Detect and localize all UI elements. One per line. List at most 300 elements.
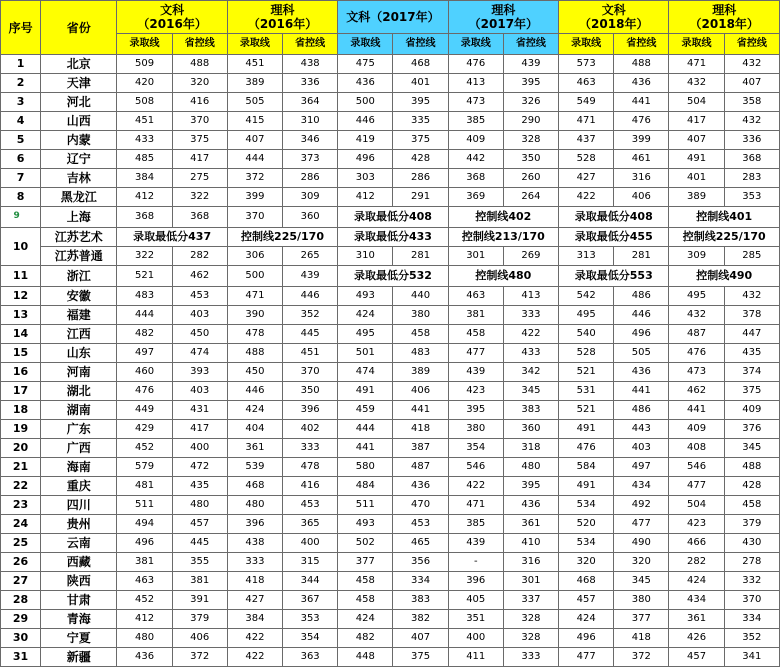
score-cell: 452 xyxy=(117,439,172,458)
score-cell: 316 xyxy=(503,553,558,572)
row-province: 吉林 xyxy=(41,169,117,188)
score-cell: 401 xyxy=(393,74,448,93)
score-cell: 521 xyxy=(559,363,614,382)
score-cell: 457 xyxy=(172,515,227,534)
score-cell: 492 xyxy=(614,496,669,515)
score-cell: 480 xyxy=(227,496,282,515)
score-cell: 335 xyxy=(393,112,448,131)
subheader-admit: 录取线 xyxy=(669,34,724,55)
score-cell: 389 xyxy=(227,74,282,93)
score-cell: 441 xyxy=(614,382,669,401)
score-cell: 484 xyxy=(338,477,393,496)
score-cell: 419 xyxy=(338,131,393,150)
score-cell: 439 xyxy=(283,266,338,287)
score-cell: 368 xyxy=(172,207,227,228)
header-science-2016: 理科 （2016年） xyxy=(227,1,337,34)
score-cell: 438 xyxy=(227,534,282,553)
score-cell: 352 xyxy=(283,306,338,325)
score-cell: 444 xyxy=(338,420,393,439)
table-row xyxy=(1,496,780,515)
table-row xyxy=(1,629,780,648)
row-seq: 21 xyxy=(1,458,41,477)
row-seq: 1 xyxy=(1,55,41,74)
score-cell: 328 xyxy=(503,629,558,648)
score-cell: 534 xyxy=(559,534,614,553)
score-cell: 446 xyxy=(338,112,393,131)
score-cell: 333 xyxy=(503,306,558,325)
table-row xyxy=(1,169,780,188)
row-seq: 12 xyxy=(1,287,41,306)
row-seq xyxy=(1,207,41,228)
score-cell: 460 xyxy=(117,363,172,382)
score-cell: 422 xyxy=(227,648,282,667)
score-cell: 509 xyxy=(117,55,172,74)
table-row xyxy=(1,112,780,131)
score-cell: 471 xyxy=(448,496,503,515)
score-cell: 301 xyxy=(448,247,503,266)
score-cell: 364 xyxy=(283,93,338,112)
score-cell: 491 xyxy=(338,382,393,401)
score-cell: 444 xyxy=(117,306,172,325)
score-cell: 542 xyxy=(559,287,614,306)
header-science-2018: 理科 （2018年） xyxy=(669,1,780,34)
score-cell: 361 xyxy=(503,515,558,534)
score-cell: 286 xyxy=(283,169,338,188)
score-cell: 316 xyxy=(614,169,669,188)
row-province: 江苏普通 xyxy=(41,247,117,266)
score-cell: 281 xyxy=(614,247,669,266)
row-seq: 14 xyxy=(1,325,41,344)
score-cell: 436 xyxy=(614,74,669,93)
score-cell: 450 xyxy=(172,325,227,344)
score-cell: 500 xyxy=(338,93,393,112)
row-province: 河南 xyxy=(41,363,117,382)
score-cell: 306 xyxy=(227,247,282,266)
score-cell: 412 xyxy=(117,188,172,207)
score-cell: 450 xyxy=(227,363,282,382)
score-cell: 260 xyxy=(503,169,558,188)
score-cell: 403 xyxy=(614,439,669,458)
score-cell: 370 xyxy=(283,363,338,382)
score-cell: 458 xyxy=(338,591,393,610)
score-cell: 579 xyxy=(117,458,172,477)
score-cell: 447 xyxy=(724,325,779,344)
score-cell: 377 xyxy=(338,553,393,572)
score-cell: 416 xyxy=(283,477,338,496)
row-seq: 16 xyxy=(1,363,41,382)
score-cell: 313 xyxy=(559,247,614,266)
row-seq: 30 xyxy=(1,629,41,648)
score-cell: 424 xyxy=(227,401,282,420)
row-province: 江西 xyxy=(41,325,117,344)
row-seq: 22 xyxy=(1,477,41,496)
subheader-control: 省控线 xyxy=(724,34,779,55)
score-cell: 446 xyxy=(283,287,338,306)
note-cell: 录取最低分433 xyxy=(338,228,448,247)
score-cell: 374 xyxy=(724,363,779,382)
score-cell: 315 xyxy=(283,553,338,572)
score-cell: 368 xyxy=(724,150,779,169)
score-cell: 521 xyxy=(559,401,614,420)
score-cell: 350 xyxy=(503,150,558,169)
score-cell: 468 xyxy=(393,55,448,74)
score-cell: 446 xyxy=(614,306,669,325)
score-cell: 375 xyxy=(393,648,448,667)
score-cell: 303 xyxy=(338,169,393,188)
score-cell: 383 xyxy=(503,401,558,420)
score-cell: 285 xyxy=(724,247,779,266)
score-cell: 342 xyxy=(503,363,558,382)
row-province: 江苏艺术 xyxy=(41,228,117,247)
score-cell: 407 xyxy=(393,629,448,648)
score-cell: 493 xyxy=(338,287,393,306)
subheader-control: 省控线 xyxy=(614,34,669,55)
score-cell: 352 xyxy=(724,629,779,648)
row-seq: 19 xyxy=(1,420,41,439)
score-cell: 361 xyxy=(669,610,724,629)
header-arts-2016: 文科 （2016年） xyxy=(117,1,227,34)
score-cell: 494 xyxy=(117,515,172,534)
row-province: 陕西 xyxy=(41,572,117,591)
score-cell: 333 xyxy=(227,553,282,572)
score-cell: 500 xyxy=(227,266,282,287)
score-cell: 281 xyxy=(393,247,448,266)
table-row xyxy=(1,420,780,439)
row-province: 广东 xyxy=(41,420,117,439)
score-cell: 422 xyxy=(227,629,282,648)
score-cell: 412 xyxy=(338,188,393,207)
score-cell: 584 xyxy=(559,458,614,477)
header-province: 省份 xyxy=(41,1,117,55)
score-cell: 504 xyxy=(669,93,724,112)
score-cell: 459 xyxy=(338,401,393,420)
score-cell: 376 xyxy=(724,420,779,439)
score-cell: 486 xyxy=(614,287,669,306)
score-cell: 320 xyxy=(614,553,669,572)
score-cell: 428 xyxy=(724,477,779,496)
score-cell: 409 xyxy=(669,420,724,439)
score-cell: 354 xyxy=(283,629,338,648)
score-cell: 528 xyxy=(559,344,614,363)
score-cell: 487 xyxy=(393,458,448,477)
score-cell: 334 xyxy=(724,610,779,629)
note-cell: 录取最低分408 xyxy=(559,207,669,228)
score-cell: 380 xyxy=(393,306,448,325)
score-cell: 441 xyxy=(614,93,669,112)
score-cell: 373 xyxy=(283,150,338,169)
table-row xyxy=(1,401,780,420)
score-cell: 380 xyxy=(614,591,669,610)
row-seq: 17 xyxy=(1,382,41,401)
score-cell: 531 xyxy=(559,382,614,401)
subheader-admit: 录取线 xyxy=(227,34,282,55)
row-seq: 7 xyxy=(1,169,41,188)
score-cell: 354 xyxy=(448,439,503,458)
score-cell: 488 xyxy=(724,458,779,477)
score-cell: 345 xyxy=(503,382,558,401)
score-cell: 436 xyxy=(393,477,448,496)
score-cell: 422 xyxy=(448,477,503,496)
score-cell: 413 xyxy=(503,287,558,306)
subheader-admit: 录取线 xyxy=(448,34,503,55)
score-cell: 481 xyxy=(117,477,172,496)
score-cell: 369 xyxy=(448,188,503,207)
score-cell: 463 xyxy=(448,287,503,306)
table-row xyxy=(1,477,780,496)
score-cell: 415 xyxy=(227,112,282,131)
row-province: 福建 xyxy=(41,306,117,325)
row-province: 山西 xyxy=(41,112,117,131)
score-cell: 458 xyxy=(393,325,448,344)
score-cell: 406 xyxy=(614,188,669,207)
score-cell: 367 xyxy=(283,591,338,610)
score-cell: 451 xyxy=(227,55,282,74)
header-science-2017: 理科 （2017年） xyxy=(448,1,558,34)
score-cell: 395 xyxy=(448,401,503,420)
table-row xyxy=(1,247,780,266)
score-cell: 406 xyxy=(172,629,227,648)
score-cell: 264 xyxy=(503,188,558,207)
score-cell: 358 xyxy=(724,93,779,112)
score-cell: 381 xyxy=(117,553,172,572)
score-cell: 458 xyxy=(448,325,503,344)
table-row xyxy=(1,382,780,401)
row-province: 湖南 xyxy=(41,401,117,420)
score-cell: 549 xyxy=(559,93,614,112)
score-cell: 400 xyxy=(283,534,338,553)
score-cell: 483 xyxy=(393,344,448,363)
score-cell: 482 xyxy=(338,629,393,648)
note-cell: 控制线401 xyxy=(669,207,780,228)
score-cell: 491 xyxy=(669,150,724,169)
score-cell: 372 xyxy=(227,169,282,188)
score-cell: 389 xyxy=(669,188,724,207)
row-seq: 15 xyxy=(1,344,41,363)
table-row xyxy=(1,344,780,363)
row-seq: 31 xyxy=(1,648,41,667)
score-cell: 439 xyxy=(448,534,503,553)
score-cell: 370 xyxy=(227,207,282,228)
row-seq: 11 xyxy=(1,266,41,287)
score-cell: 511 xyxy=(117,496,172,515)
score-cell: 377 xyxy=(614,610,669,629)
score-cell: 448 xyxy=(338,648,393,667)
score-cell: 491 xyxy=(559,420,614,439)
score-cell: 423 xyxy=(669,515,724,534)
score-cell: 436 xyxy=(503,496,558,515)
score-cell: 381 xyxy=(172,572,227,591)
row-seq: 4 xyxy=(1,112,41,131)
score-cell: 390 xyxy=(227,306,282,325)
score-cell: 496 xyxy=(338,150,393,169)
score-cell: 434 xyxy=(614,477,669,496)
score-cell: 334 xyxy=(393,572,448,591)
score-cell: 463 xyxy=(559,74,614,93)
score-cell: 520 xyxy=(559,515,614,534)
score-cell: 471 xyxy=(227,287,282,306)
score-cell: 474 xyxy=(338,363,393,382)
score-cell: 445 xyxy=(172,534,227,553)
row-province: 青海 xyxy=(41,610,117,629)
score-cell: 439 xyxy=(448,363,503,382)
score-cell: 496 xyxy=(117,534,172,553)
score-cell: 471 xyxy=(669,55,724,74)
score-cell: 444 xyxy=(227,150,282,169)
score-cell: 402 xyxy=(283,420,338,439)
row-seq: 28 xyxy=(1,591,41,610)
score-cell: 491 xyxy=(559,477,614,496)
table-row xyxy=(1,306,780,325)
score-cell: 439 xyxy=(503,55,558,74)
subheader-admit: 录取线 xyxy=(338,34,393,55)
score-cell: 434 xyxy=(669,591,724,610)
score-cell: 468 xyxy=(227,477,282,496)
score-cell: 457 xyxy=(559,591,614,610)
score-cell: 477 xyxy=(669,477,724,496)
score-cell: 461 xyxy=(614,150,669,169)
score-cell: 502 xyxy=(338,534,393,553)
score-cell: 471 xyxy=(559,112,614,131)
score-cell: 546 xyxy=(448,458,503,477)
note-cell: 录取最低分408 xyxy=(338,207,448,228)
row-province: 云南 xyxy=(41,534,117,553)
score-cell: 375 xyxy=(393,131,448,150)
score-cell: 457 xyxy=(669,648,724,667)
score-cell: 476 xyxy=(117,382,172,401)
score-cell: 278 xyxy=(724,553,779,572)
row-province: 西藏 xyxy=(41,553,117,572)
note-cell: 录取最低分532 xyxy=(338,266,448,287)
score-cell: 320 xyxy=(559,553,614,572)
score-cell: 372 xyxy=(614,648,669,667)
score-cell: 384 xyxy=(227,610,282,629)
score-cell: 380 xyxy=(448,420,503,439)
score-cell: 496 xyxy=(614,325,669,344)
note-cell: 控制线213/170 xyxy=(448,228,558,247)
row-seq: 13 xyxy=(1,306,41,325)
row-province: 贵州 xyxy=(41,515,117,534)
score-cell: 275 xyxy=(172,169,227,188)
note-cell: 录取最低分553 xyxy=(559,266,669,287)
score-cell: 458 xyxy=(338,572,393,591)
score-cell: 433 xyxy=(117,131,172,150)
score-cell: 474 xyxy=(172,344,227,363)
row-province: 广西 xyxy=(41,439,117,458)
score-cell: 424 xyxy=(338,306,393,325)
row-seq: 5 xyxy=(1,131,41,150)
score-cell: 422 xyxy=(503,325,558,344)
score-cell: 407 xyxy=(227,131,282,150)
score-cell: 485 xyxy=(117,150,172,169)
header-arts-2018: 文科 （2018年） xyxy=(559,1,669,34)
score-cell: 539 xyxy=(227,458,282,477)
score-cell: 375 xyxy=(724,382,779,401)
score-cell: 396 xyxy=(227,515,282,534)
score-cell: 322 xyxy=(172,188,227,207)
score-cell: 355 xyxy=(172,553,227,572)
score-cell: 396 xyxy=(448,572,503,591)
score-cell: 417 xyxy=(669,112,724,131)
score-cell: 411 xyxy=(448,648,503,667)
score-cell: 282 xyxy=(669,553,724,572)
score-cell: 435 xyxy=(172,477,227,496)
score-cell: 360 xyxy=(503,420,558,439)
score-cell: 458 xyxy=(724,496,779,515)
score-cell: 436 xyxy=(117,648,172,667)
score-cell: 478 xyxy=(227,325,282,344)
table-row xyxy=(1,534,780,553)
score-cell: 470 xyxy=(393,496,448,515)
score-cell: 528 xyxy=(559,150,614,169)
score-cell: 534 xyxy=(559,496,614,515)
score-cell: 417 xyxy=(172,150,227,169)
score-cell: 395 xyxy=(503,74,558,93)
table-row xyxy=(1,228,780,247)
score-cell: 488 xyxy=(614,55,669,74)
score-cell: 353 xyxy=(283,610,338,629)
note-cell: 控制线225/170 xyxy=(669,228,780,247)
score-cell: 495 xyxy=(669,287,724,306)
row-province: 宁夏 xyxy=(41,629,117,648)
score-cell: 437 xyxy=(559,131,614,150)
score-cell: 420 xyxy=(117,74,172,93)
score-cell: 463 xyxy=(117,572,172,591)
score-cell: 400 xyxy=(172,439,227,458)
score-cell: 424 xyxy=(559,610,614,629)
score-cell: 328 xyxy=(503,131,558,150)
score-cell: 477 xyxy=(614,515,669,534)
score-cell: 282 xyxy=(172,247,227,266)
score-cell: 404 xyxy=(227,420,282,439)
row-seq: 3 xyxy=(1,93,41,112)
score-cell: 378 xyxy=(724,306,779,325)
score-cell: 417 xyxy=(172,420,227,439)
score-cell: 333 xyxy=(503,648,558,667)
score-cell: 413 xyxy=(448,74,503,93)
score-cell: 309 xyxy=(283,188,338,207)
score-cell: 493 xyxy=(338,515,393,534)
row-marker: 9 xyxy=(13,210,20,221)
score-cell: 486 xyxy=(614,401,669,420)
score-cell: 328 xyxy=(503,610,558,629)
score-cell: 396 xyxy=(283,401,338,420)
table-row xyxy=(1,515,780,534)
table-row xyxy=(1,93,780,112)
score-cell: 508 xyxy=(117,93,172,112)
score-cell: 290 xyxy=(503,112,558,131)
score-cell: 424 xyxy=(338,610,393,629)
row-province: 浙江 xyxy=(41,266,117,287)
score-cell: 310 xyxy=(283,112,338,131)
score-cell: 466 xyxy=(669,534,724,553)
score-cell: 432 xyxy=(724,112,779,131)
score-cell: 401 xyxy=(669,169,724,188)
score-cell: 475 xyxy=(338,55,393,74)
score-cell: 372 xyxy=(172,648,227,667)
table-row xyxy=(1,266,780,287)
score-cell: 403 xyxy=(172,382,227,401)
score-cell: 433 xyxy=(503,344,558,363)
table-row xyxy=(1,55,780,74)
score-cell: 385 xyxy=(448,112,503,131)
score-cell: 449 xyxy=(117,401,172,420)
score-cell: 480 xyxy=(172,496,227,515)
score-cell: 443 xyxy=(614,420,669,439)
score-cell: 360 xyxy=(283,207,338,228)
score-cell: 432 xyxy=(724,55,779,74)
subheader-control: 省控线 xyxy=(283,34,338,55)
score-cell: 409 xyxy=(724,401,779,420)
